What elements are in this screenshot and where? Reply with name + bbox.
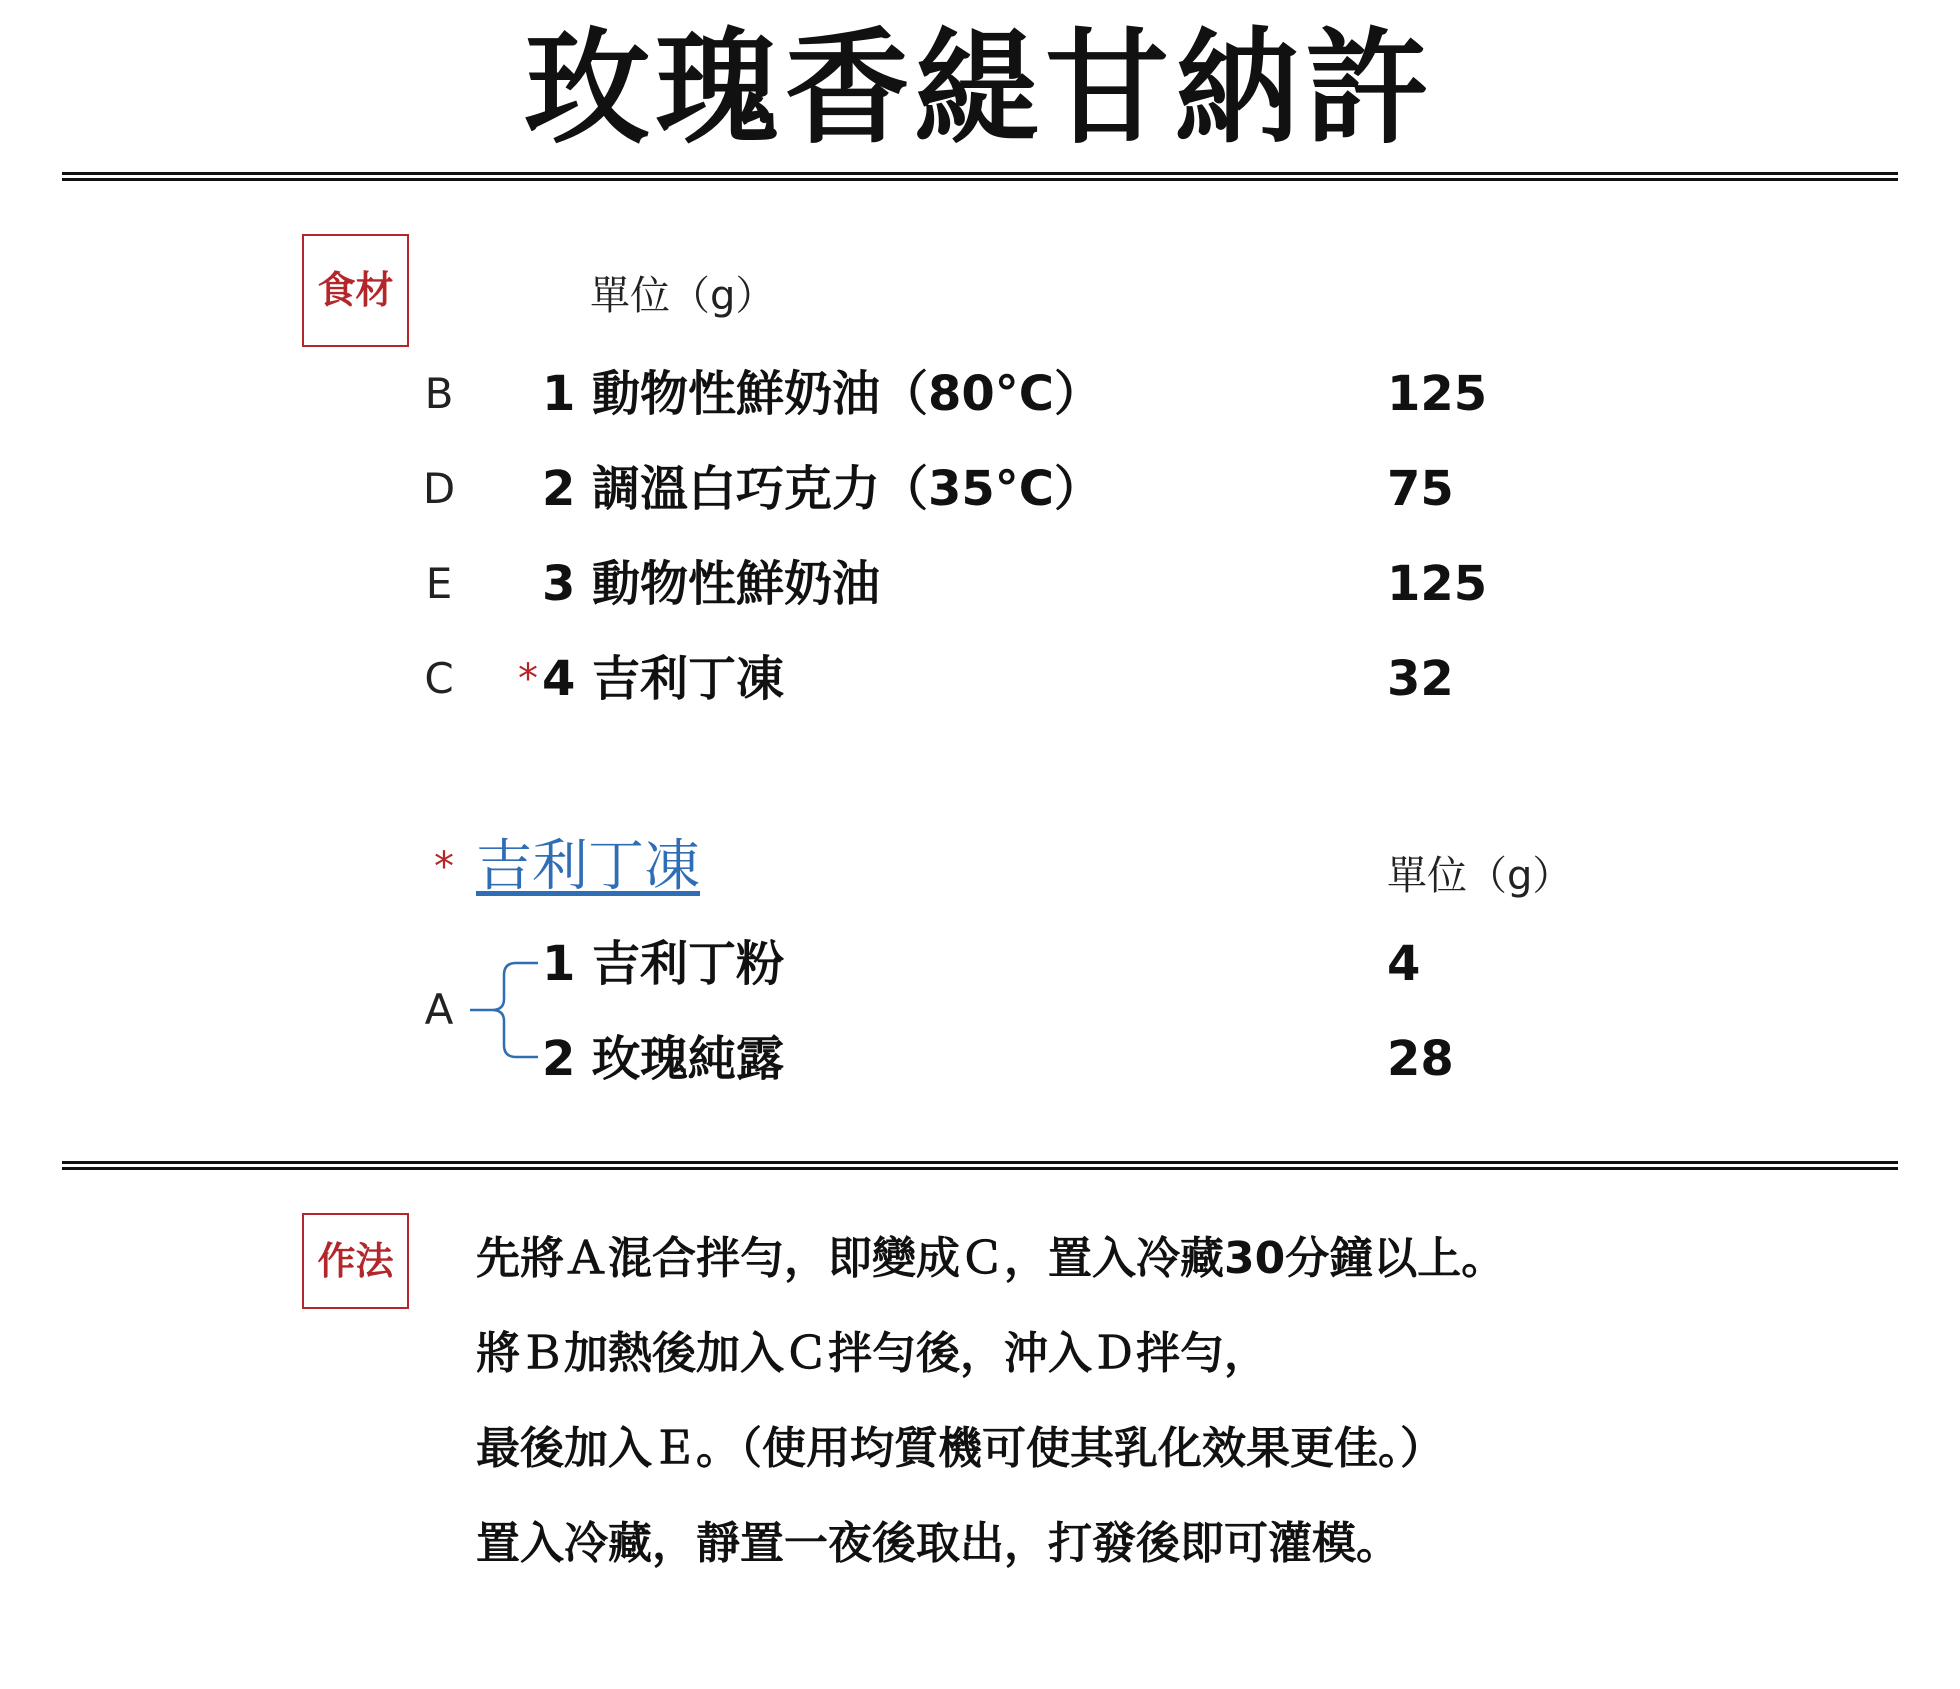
group-letter: C (424, 654, 454, 703)
method-label: 作法 (302, 1213, 409, 1309)
middle-divider (62, 1161, 1898, 1170)
ingredients-label: 食材 (302, 234, 409, 347)
sub-recipe-unit-label: 單位（g） (1387, 853, 1573, 899)
ingredient-name: 動物性鮮奶油 (592, 556, 881, 612)
sub-recipe-title-link[interactable]: 吉利丁凍 (476, 834, 700, 899)
sub-item-amount: 28 (1387, 1031, 1454, 1087)
method-step: 最後加入Ｅ。（使用均質機可使其乳化效果更佳。） (476, 1423, 1444, 1474)
sub-item-amount: 4 (1387, 936, 1421, 992)
sub-item-name: 吉利丁粉 (592, 936, 785, 992)
ingredient-amount: 125 (1387, 556, 1488, 612)
ingredient-name: 吉利丁凍 (592, 651, 785, 707)
page-title: 玫瑰香緹甘納許 (524, 17, 1435, 161)
group-letter: A (424, 985, 454, 1034)
ingredient-number: 3 (542, 556, 576, 612)
group-letter: D (422, 464, 456, 513)
ingredient-amount: 75 (1387, 461, 1454, 517)
top-divider (62, 172, 1898, 181)
bracket-icon (466, 955, 542, 1065)
ingredient-name: 動物性鮮奶油（80°C） (592, 366, 1103, 422)
group-letter: E (425, 559, 453, 608)
method-step: 先將Ａ混合拌勻，即變成Ｃ，置入冷藏30分鐘以上。 (476, 1233, 1506, 1284)
ingredient-name: 調溫白巧克力（35°C） (592, 461, 1103, 517)
sub-recipe-star: * (434, 844, 454, 890)
ingredient-amount: 32 (1387, 651, 1454, 707)
group-letter: B (424, 369, 454, 418)
sub-item-number: 2 (542, 1031, 576, 1087)
ingredient-number: 1 (542, 366, 576, 422)
ingredient-number: 4 (542, 651, 576, 707)
ingredient-amount: 125 (1387, 366, 1488, 422)
star-marker: * (518, 656, 538, 702)
unit-label: 單位（g） (590, 273, 776, 319)
method-step: 置入冷藏，靜置一夜後取出，打發後即可灌模。 (476, 1518, 1400, 1569)
sub-item-number: 1 (542, 936, 576, 992)
method-step: 將Ｂ加熱後加入Ｃ拌勻後，沖入Ｄ拌勻， (476, 1328, 1268, 1379)
sub-item-name: 玫瑰純露 (592, 1031, 785, 1087)
ingredient-number: 2 (542, 461, 576, 517)
